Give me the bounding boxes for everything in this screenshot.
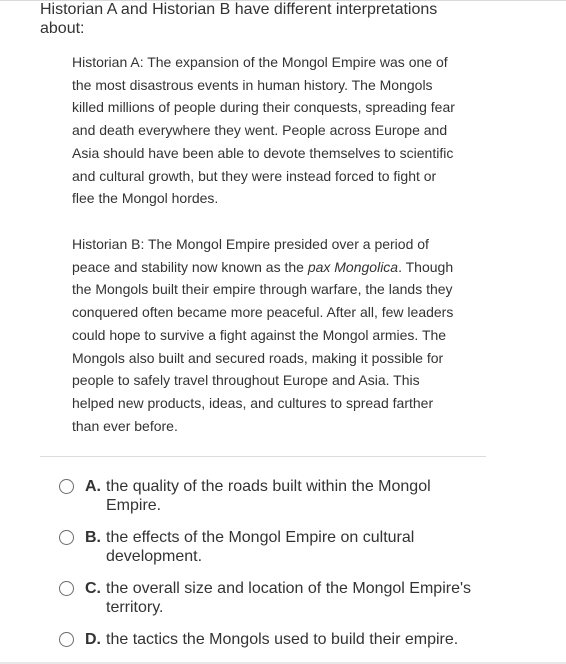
radio-button-b[interactable] [59, 530, 74, 545]
passage-b-text-before: Historian B: The Mongol Empire presided over a period of peace and stability now known as the [72, 236, 429, 275]
answer-choice-b[interactable] [59, 528, 489, 566]
passage-historian-a: Historian A: The expansion of the Mongol Empire was one of the most disastrous events in human history. The Mongols killed millions of people during their conquests, spreading fear and death everywhere they went. People across Europe and Asia should have been able to devote themselves to scientific and cultural growth, but they were instead forced to fight or flee the Mongol hordes. [72, 54, 455, 207]
passage-historian-b [72, 233, 456, 437]
answer-choice-c[interactable] [59, 579, 489, 617]
choice-letter-c: C. [85, 580, 101, 597]
answer-choice-a[interactable] [59, 477, 489, 515]
radio-button-c[interactable] [59, 581, 74, 596]
choice-text-c: the overall size and location of the Mongol Empire's territory. [106, 580, 472, 616]
question-prompt: Historian A and Historian B have different interpretations about: [40, 1, 438, 37]
choice-letter-d: D. [85, 631, 101, 648]
choice-letter-b: B. [85, 529, 101, 546]
answer-choice-d[interactable] [59, 630, 489, 649]
radio-button-d[interactable] [59, 632, 74, 647]
choice-letter-a: A. [85, 478, 101, 495]
choice-text-d: the tactics the Mongols used to build their empire. [106, 631, 459, 648]
choice-text-b: the effects of the Mongol Empire on cultural development. [106, 529, 415, 565]
choice-text-a: the quality of the roads built within the Mongol Empire. [106, 478, 431, 514]
divider [40, 456, 486, 457]
passage-b-italic: pax Mongolica [307, 258, 399, 275]
passage-b-text-after: . Though the Mongols built their empire through warfare, the lands they conquered often became more peaceful. After all, few leaders could hope to survive a fight against the Mongol armies. The Mongols also built and secured roads, making it possible for people to safely travel throughout Europe and Asia. This helped new products, ideas, and cultures to spread farther than ever before. [72, 258, 454, 434]
radio-button-a[interactable] [59, 479, 74, 494]
